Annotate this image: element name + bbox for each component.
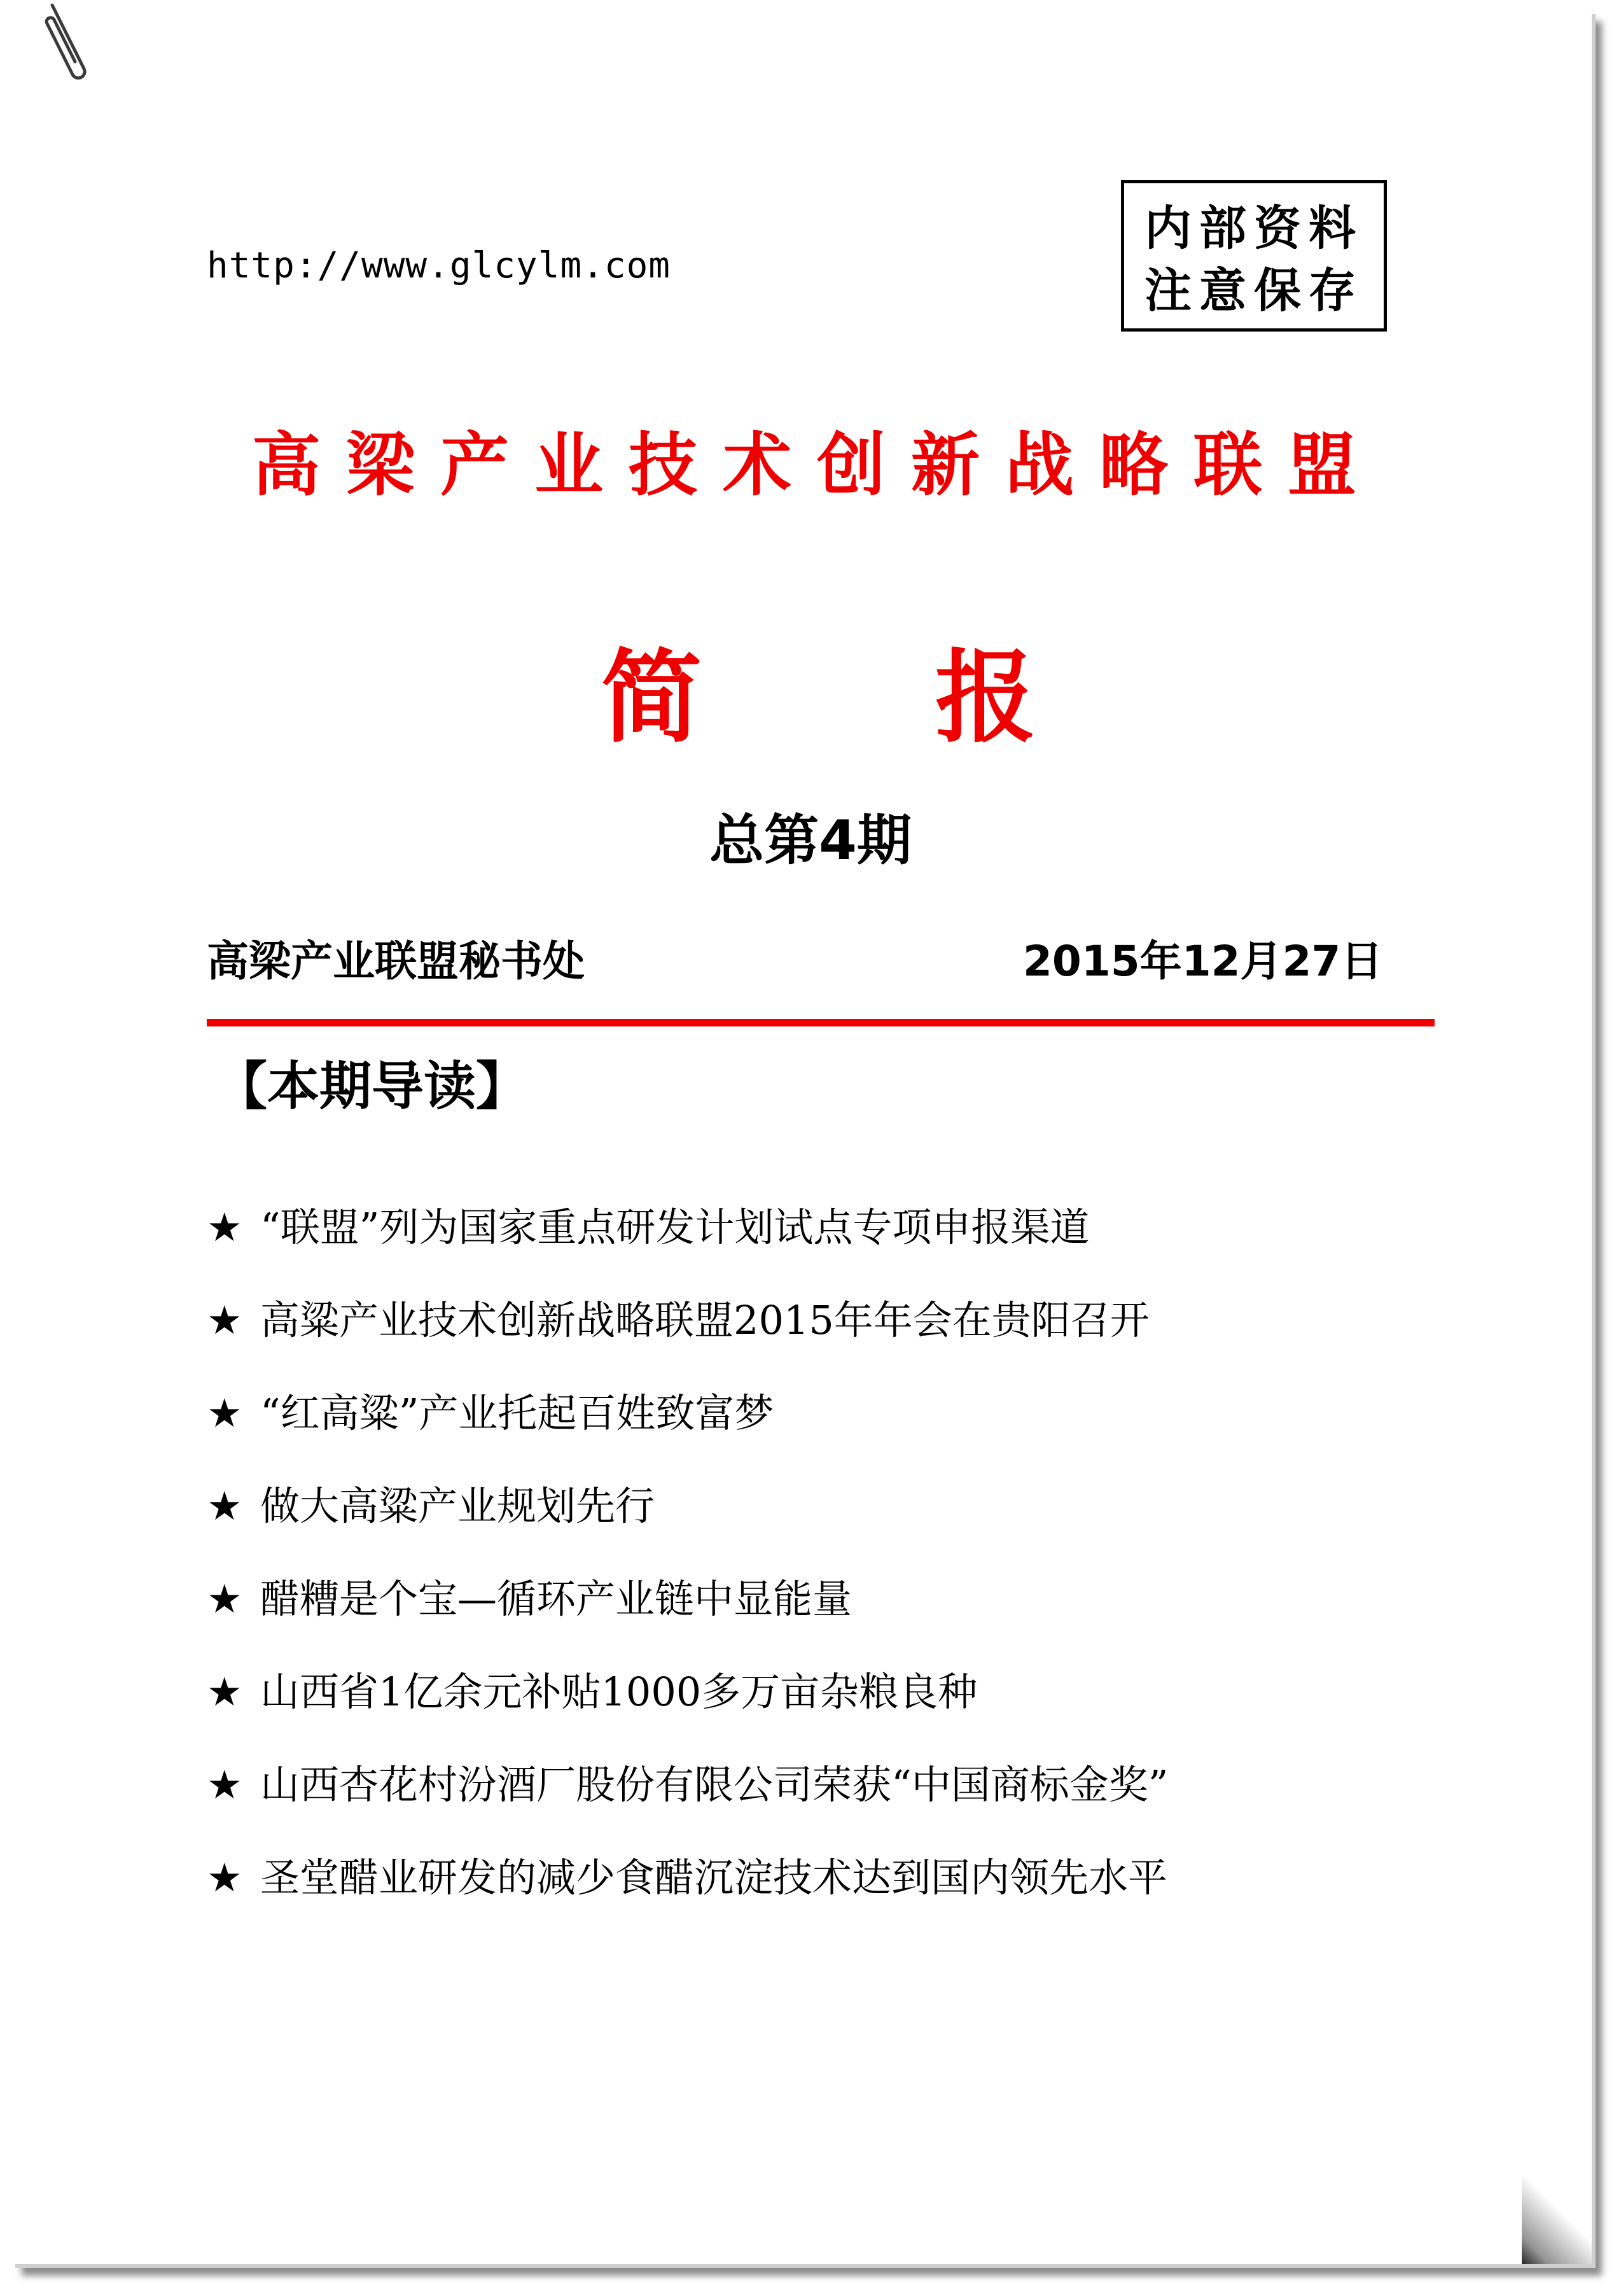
toc-item-text: 山西省1亿余元补贴1000多万亩杂粮良种 xyxy=(260,1669,978,1715)
internal-material-stamp xyxy=(1121,180,1387,332)
page-curl-shadow xyxy=(1522,2150,1592,2264)
publish-date: 2015年12月27日 xyxy=(1023,937,1383,986)
toc-item-text: 高粱产业技术创新战略联盟2015年年会在贵阳召开 xyxy=(260,1297,1150,1343)
publisher: 高梁产业联盟秘书处 xyxy=(207,937,585,986)
toc-item xyxy=(207,1669,978,1715)
toc-item xyxy=(207,1854,1168,1901)
star-icon: ★ xyxy=(207,1854,242,1901)
toc-item-text: 做大高粱产业规划先行 xyxy=(260,1483,655,1529)
stamp-line-2: 注意保存 xyxy=(1144,263,1363,318)
toc-item xyxy=(207,1483,655,1529)
stamp-line-1: 内部资料 xyxy=(1144,201,1363,256)
star-icon: ★ xyxy=(207,1297,242,1343)
star-icon: ★ xyxy=(207,1761,242,1808)
issue-number: 总第4期 xyxy=(709,809,912,872)
star-icon: ★ xyxy=(207,1576,242,1622)
star-icon: ★ xyxy=(207,1669,242,1715)
toc-item-text: 圣堂醋业研发的减少食醋沉淀技术达到国内领先水平 xyxy=(260,1854,1168,1901)
document-page xyxy=(15,14,1596,2268)
paperclip-icon xyxy=(38,0,95,83)
toc-item xyxy=(207,1204,1090,1250)
star-icon: ★ xyxy=(207,1390,242,1436)
toc-item xyxy=(207,1576,852,1622)
alliance-title: 高梁产业技术创新战略联盟 xyxy=(251,426,1382,505)
toc-item xyxy=(207,1297,1150,1343)
bulletin-char-2: 报 xyxy=(935,639,1036,757)
red-divider xyxy=(207,1019,1435,1026)
bulletin-char-1: 简 xyxy=(601,639,702,757)
star-icon: ★ xyxy=(207,1204,242,1250)
toc-item-text: “红高粱”产业托起百姓致富梦 xyxy=(260,1390,774,1436)
website-url[interactable]: http://www.glcylm.com xyxy=(207,245,671,286)
bulletin-heading xyxy=(0,639,1621,762)
toc-title: 【本期导读】 xyxy=(215,1056,529,1117)
toc-item-text: 山西杏花村汾酒厂股份有限公司荣获“中国商标金奖” xyxy=(260,1761,1169,1808)
toc-item-text: 醋糟是个宝—循环产业链中显能量 xyxy=(260,1576,852,1622)
toc-item-text: “联盟”列为国家重点研发计划试点专项申报渠道 xyxy=(260,1204,1090,1250)
star-icon: ★ xyxy=(207,1483,242,1529)
toc-item xyxy=(207,1761,1169,1808)
toc-item xyxy=(207,1390,774,1436)
